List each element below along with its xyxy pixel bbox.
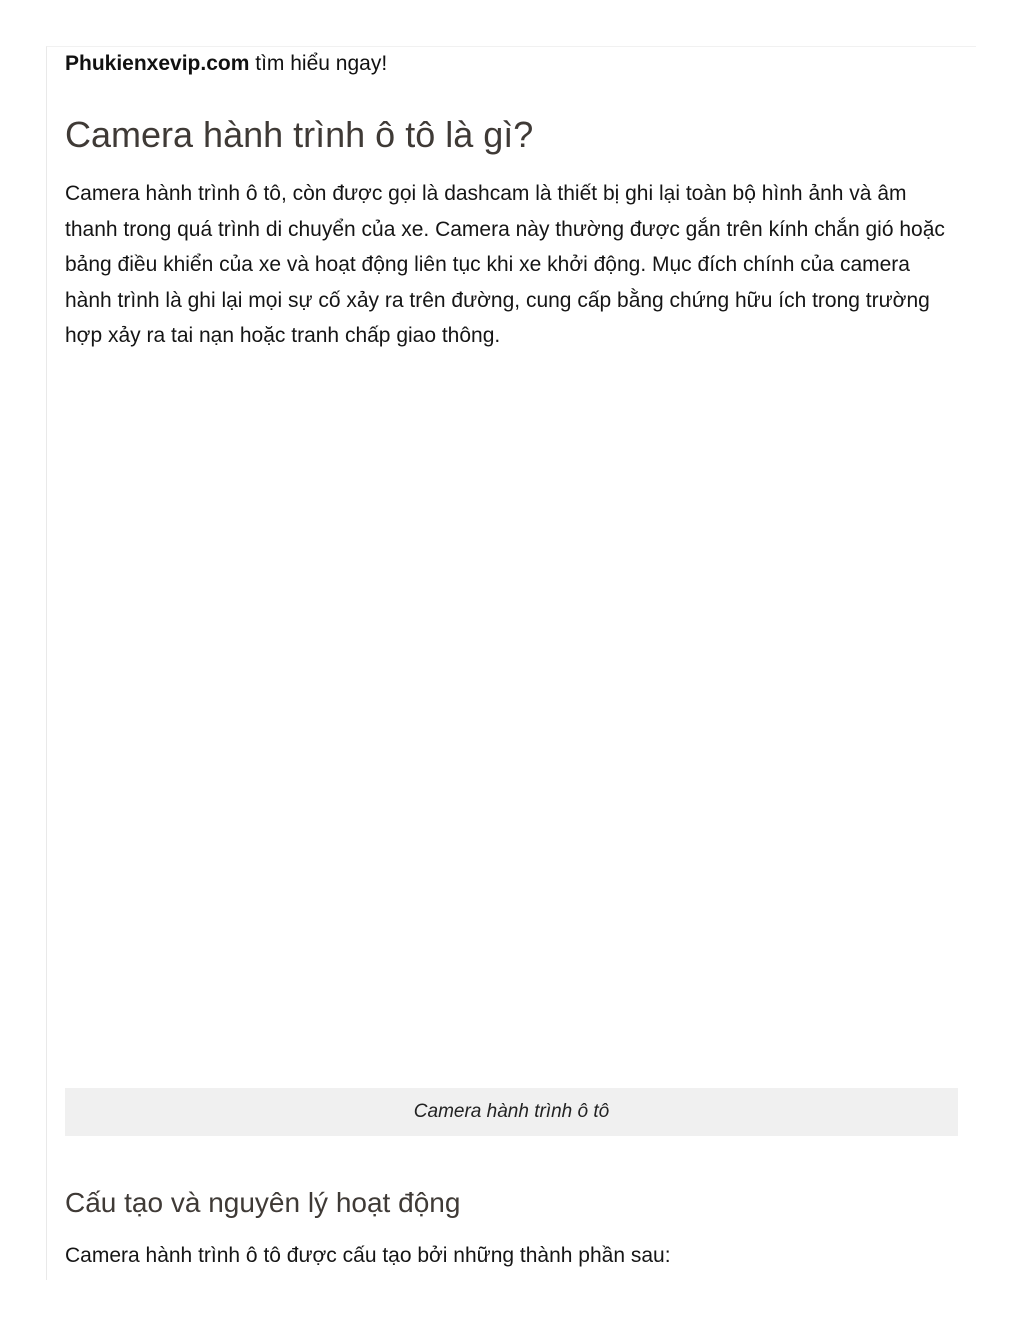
article-image	[65, 398, 958, 1088]
image-caption	[65, 1088, 958, 1136]
section-paragraph-structure: Camera hành trình ô tô được cấu tạo bởi những thành phần sau:	[65, 1244, 671, 1267]
image-caption-text: Camera hành trình ô tô	[413, 1101, 610, 1122]
intro-line	[65, 50, 958, 78]
intro-suffix: tìm hiểu ngay!	[249, 52, 388, 75]
section-paragraph-what-is: Camera hành trình ô tô, còn được gọi là dashcam là thiết bị ghi lại toàn bộ hình ảnh và âm thanh trong quá trình di chuyển của xe. Camera này thường được gắn trên kính chắn gió hoặc bảng điều khiển của xe và hoạt động liên tục khi xe khởi động. Mục đích chính của camera hành trình là ghi lại mọi sự cố xảy ra trên đường, cung cấp bằng chứng hữu ích trong trường hợp xảy ra tai nạn hoặc tranh chấp giao thông.	[65, 182, 945, 347]
section-heading-what-is: Camera hành trình ô tô là gì?	[65, 114, 534, 155]
section-heading-structure: Cấu tạo và nguyên lý hoạt động	[65, 1187, 461, 1218]
site-name-link[interactable]: Phukienxevip.com	[65, 52, 250, 75]
